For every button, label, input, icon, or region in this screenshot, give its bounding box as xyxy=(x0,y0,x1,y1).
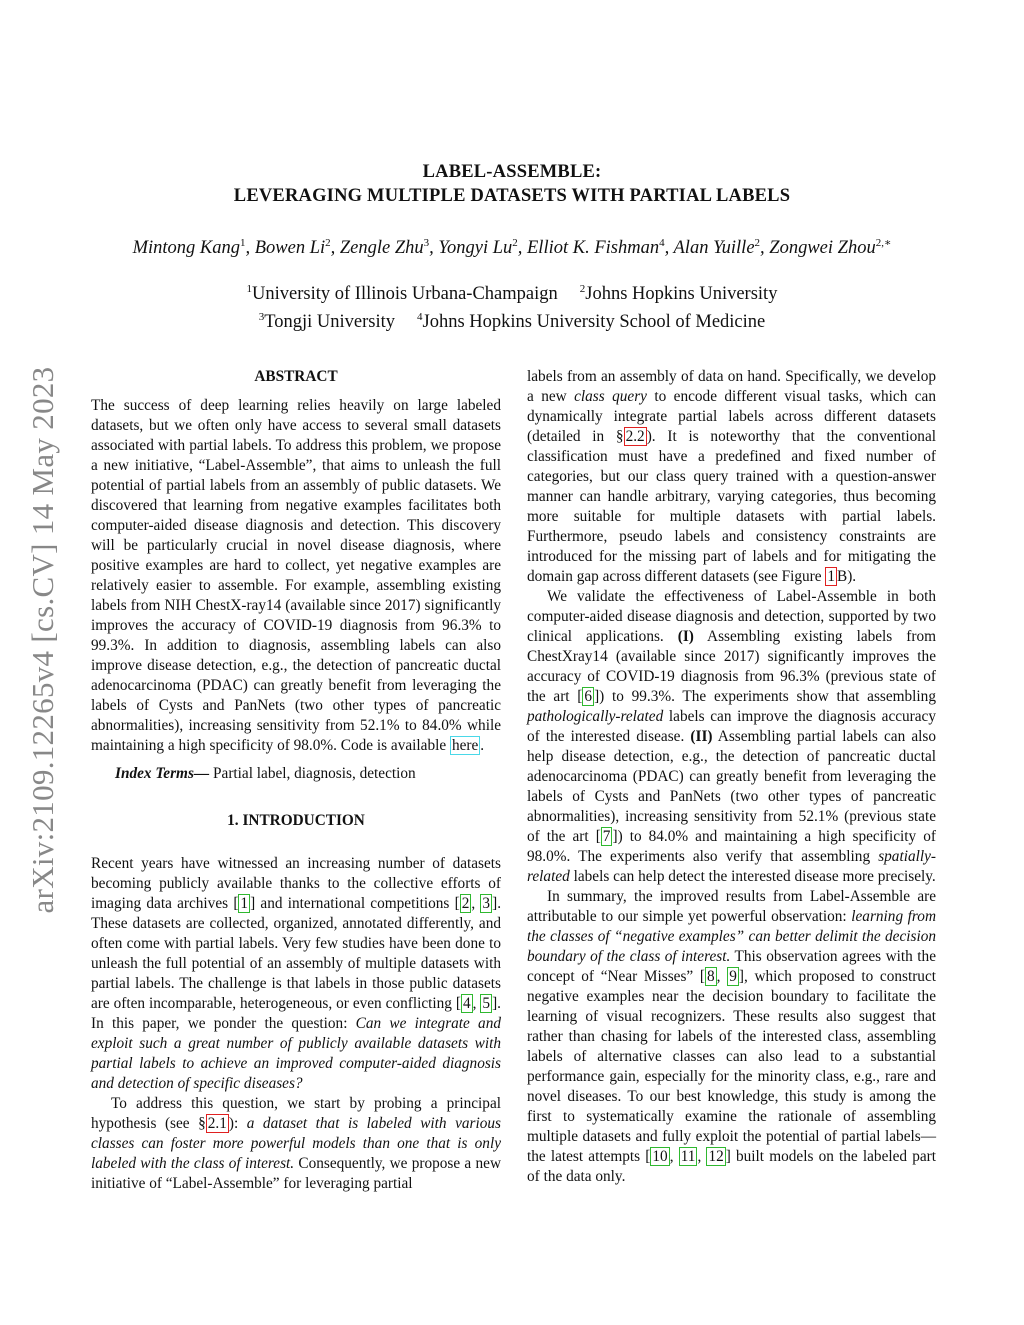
citation-link[interactable]: 11 xyxy=(680,1148,696,1165)
author-name: Alan Yuille xyxy=(673,238,755,259)
section-ref-link[interactable]: 2.2 xyxy=(625,428,645,445)
affiliations xyxy=(100,278,924,334)
hypothesis: a dataset that is labeled with various classes can foster more powerful models than one that is only labeled with the class of interest. xyxy=(91,1115,501,1172)
author-name: Zongwei Zhou xyxy=(769,238,876,259)
affiliation: University of Illinois Urbana-Champaign xyxy=(252,284,558,305)
index-terms-text: Partial label, diagnosis, detection xyxy=(209,765,416,782)
author-list: Mintong Kang$^1$, Bowen Li$^2$, Zengle Zhu$^3$, Yongyi Lu$^2$, Elliot K. Fishman$^4$, Alan Yuille$^2$, Zongwei Zhou$^{2,∗}$ xyxy=(132,237,892,259)
term-pathologically-related: pathologically-related xyxy=(527,708,664,725)
marker-II: (II) xyxy=(690,728,713,745)
affil-sup: 4 xyxy=(417,311,423,324)
intro-paragraph-5: In summary, the improved results from Label-Assemble are attributable to our simple yet powerful observation: learning from the classes of “negative examples” can better delimit the decision boundary of the class of interest. This observation agrees with the concept of “Near Misses” [ 8 , 9 ], which proposed to construct negative examples near the decision boundary to facilitate the learning of visual recognizers. These results also suggest that rather than chasing for labels of the interested class, assembling labels of alternative classes can also lead to a substantial performance gain, especially for the minority class, e.g., rare and novel diseases. To our best knowledge, this study is among the first to systematically examine the rationale of assembling multiple datasets and fully exploit the potential of partial labels—the latest attempts [ 10 , 11 , 12 ] built models on the labeled part of the data only. xyxy=(527,888,937,1185)
text-run: Assembling existing labels from ChestXray14 (available since 2017) significantly improves the accuracy of COVID-19 diagnosis from 96.3% (previous state of the art xyxy=(527,628,936,705)
text-run: labels from an assembly of data on hand. Specifically, we develop a new xyxy=(527,368,936,405)
affiliation: Tongji University xyxy=(264,312,395,333)
text-run: ) to 99.3%. The experiments show that assembling xyxy=(599,688,936,705)
text-run: Assembling partial labels can also help disease detection, e.g., the detection of pancreatic ductal adenocarcinoma (PDAC) can greatly benefit from leveraging the labels of Cysts and PanNets (two other types of pancreatic abnormalities), increasing sensitivity from 52.1% (previous state of the art xyxy=(527,728,937,845)
code-link[interactable]: here xyxy=(451,737,479,754)
author-affil-sup: 2,∗ xyxy=(875,237,892,249)
term-class-query: class query xyxy=(574,388,647,405)
text-run: Consequently, we propose a new initiative of “Label-Assemble” for leveraging partial xyxy=(91,1155,501,1192)
citation-link[interactable]: 7 xyxy=(602,828,611,845)
text-run: and international competitions xyxy=(255,895,455,912)
citation-link[interactable]: 12 xyxy=(708,1148,724,1165)
author-name: Bowen Li xyxy=(254,238,326,259)
citation-link[interactable]: 3 xyxy=(482,895,491,912)
arxiv-stamp xyxy=(18,345,68,935)
text-run: B). xyxy=(837,568,857,585)
text-run: labels can help detect the interested disease more precisely. xyxy=(569,868,936,885)
author-affil-sup: 2 xyxy=(754,237,761,249)
citation-link[interactable]: 2 xyxy=(461,895,470,912)
abstract-body: The success of deep learning relies heavily on large labeled datasets, but we often only have access to several small datasets associated with partial labels. To address this problem, we propose a new initiative, “Label-Assemble”, that aims to unleash the full potential of partial labels from an assembly of public datasets. We discovered that learning from negative examples facilitates both computer-aided disease diagnosis and detection. This discovery will be particularly crucial in novel disease diagnosis, where positive examples are hard to collect, yet negative examples are relatively easier to assemble. For example, assembling existing labels from NIH ChestX-ray14 (available since 2017) significantly improves the accuracy of COVID-19 diagnosis from 96.3% to 99.3%. In addition to diagnosis, assembling labels can also improve disease detection, e.g., the detection of pancreatic ductal adenocarcinoma (PDAC) can greatly benefit from leveraging the labels of Cysts and PanNets (two other types of pancreatic abnormalities), increasing sensitivity from 52.1% to 84.0% while maintaining a high specificity of 98.0%. Code is available xyxy=(91,397,501,754)
index-terms xyxy=(91,764,501,784)
arxiv-identifier: arXiv:2109.12265v4 [cs.CV] 14 May 2023 xyxy=(25,366,60,914)
author-name: Elliot K. Fishman xyxy=(527,238,660,259)
research-question: Can we integrate and exploit such a great number of publicly available datasets with partial labels to achieve an improved computer-aided diagnosis and detection of specific diseases? xyxy=(91,1015,501,1092)
intro-paragraph-2 xyxy=(91,1094,501,1194)
intro-heading: 1. INTRODUCTION xyxy=(227,812,365,829)
text-run: ) to 84.0% and maintaining a high specificity of 98.0%. The experiments also verify that assembling xyxy=(527,828,936,865)
text-run: . These datasets are collected, organized, annotated differently, and often come with partial labels. Very few studies have been done to unleash the full potential of an assembly of multiple datasets with partial labels. The challenge is that labels in those public datasets are often incomparable, heterogeneous, or even conflicting xyxy=(91,895,502,1012)
left-column xyxy=(91,367,501,1194)
abstract-end: . xyxy=(480,737,485,754)
text-run: ): xyxy=(228,1115,247,1132)
text-run: to encode different visual tasks, which can dynamically integrate partial labels across different datasets (detailed in § xyxy=(527,388,936,445)
author-name: Mintong Kang xyxy=(132,238,240,259)
citation-link[interactable]: 1 xyxy=(240,895,249,912)
intro-paragraph-4: We validate the effectiveness of Label-Assemble in both computer-aided disease diagnosis and detection, supported by two clinical applications. (I) Assembling existing labels from ChestXray14 (available since 2017) significantly improves the accuracy of COVID-19 diagnosis from 96.3% (previous state of the art [ 6 ]) to 99.3%. The experiments show that assembling pathologically-related labels can improve the diagnosis accuracy of the interested disease. (II) Assembling partial labels can also help disease detection, e.g., the detection of pancreatic ductal adenocarcinoma (PDAC) can greatly benefit from leveraging the labels of Cysts and PanNets (two other types of pancreatic abnormalities), increasing sensitivity from 52.1% (previous state of the art [ 7 ]) to 84.0% and maintaining a high specificity of 98.0%. The experiments also verify that assembling spatially-related labels can help detect the interested disease more precisely. xyxy=(527,588,937,885)
marker-I: (I) xyxy=(677,628,694,645)
author-name: Zengle Zhu xyxy=(339,238,424,259)
right-column xyxy=(527,367,936,1187)
citation-link[interactable]: 6 xyxy=(584,688,593,705)
intro-paragraph-3 xyxy=(527,367,936,587)
affil-sup: 3 xyxy=(258,311,265,324)
author-affil-sup: 4 xyxy=(659,237,665,249)
index-terms-label: Index Terms— xyxy=(115,765,210,782)
text-run: Recent years have witnessed an increasing number of datasets becoming publicly available thanks to the collective efforts of imaging data archives xyxy=(91,855,501,912)
intro-paragraph-1: Recent years have witnessed an increasing number of datasets becoming publicly available thanks to the collective efforts of imaging data archives [ 1 ] and international competitions [ 2 , 3 ]. These datasets are collected, organized, annotated differently, and often come with partial labels. Very few studies have been done to unleash the full potential of an assembly of multiple datasets with partial labels. The challenge is that labels in those public datasets are often incomparable, heterogeneous, or even conflicting [ 4 , 5 ]. In this paper, we ponder the question: Can we integrate and exploit such a great number of publicly available datasets with partial labels to achieve an improved computer-aided diagnosis and detection of specific diseases? xyxy=(91,855,502,1092)
affil-sup: 2 xyxy=(579,283,586,295)
author-affil-sup: 2 xyxy=(325,237,331,249)
text-run: This observation agrees with the concept of “Near Misses” xyxy=(527,948,936,985)
author-name: Yongyi Lu xyxy=(438,238,513,259)
author-affil-sup: 1 xyxy=(239,237,246,249)
author-affil-sup: 3 xyxy=(423,237,430,249)
abstract-text xyxy=(91,396,501,756)
citation-link[interactable]: 8 xyxy=(707,968,715,985)
affiliation-line xyxy=(100,278,924,306)
figure-ref-link[interactable]: 1 xyxy=(827,568,835,585)
text-run: ). It is noteworthy that the conventional classification must have a predefined and fixed number of categories, but our class query trained with a question-answer manner can handle arbitrary, varying categories, thus becoming more suitable for multiple datasets with partial labels. Furthermore, pseudo labels and consistency constraints are introduced for the missing part of labels and for mitigating the domain gap across different datasets (see Figure xyxy=(527,428,936,585)
term-spatially-related: spatially-related xyxy=(527,848,936,885)
affiliation: Johns Hopkins University School of Medicine xyxy=(422,312,766,333)
affiliation: Johns Hopkins University xyxy=(585,284,778,305)
citation-link[interactable]: 4 xyxy=(462,995,471,1012)
text-run: labels can improve the diagnosis accuracy of the interested disease. xyxy=(527,708,936,745)
affil-sup: 1 xyxy=(246,283,253,295)
citation-link[interactable]: 10 xyxy=(652,1148,668,1165)
abstract-heading: ABSTRACT xyxy=(254,368,338,385)
key-observation: learning from the classes of “negative examples” can better delimit the decision boundary of the class of interest. xyxy=(527,908,937,965)
section-ref-link[interactable]: 2.1 xyxy=(207,1115,227,1132)
citation-link[interactable]: 5 xyxy=(482,995,491,1012)
citation-link[interactable]: 9 xyxy=(729,968,737,985)
text-run: built models on the labeled part of the data only. xyxy=(527,1148,936,1185)
affiliation-line xyxy=(100,306,924,334)
paper-title xyxy=(100,160,924,208)
title-line-1: LABEL-ASSEMBLE: xyxy=(422,162,602,182)
text-run: . In this paper, we ponder the question: xyxy=(91,995,501,1032)
text-run: We validate the effectiveness of Label-Assemble in both computer-aided disease diagnosis and detection, supported by two clinical applications. xyxy=(527,588,936,645)
text-run: To address this question, we start by probing a principal hypothesis (see § xyxy=(91,1095,501,1132)
title-line-2: LEVERAGING MULTIPLE DATASETS WITH PARTIAL LABELS xyxy=(233,186,791,206)
author-affil-sup: 2 xyxy=(512,237,518,249)
text-run: In summary, the improved results from Label-Assemble are attributable to our simple yet powerful observation: xyxy=(527,888,936,925)
text-run: , which proposed to construct negative examples near the decision boundary to facilitate the learning of visual recognizers. These results also suggest that rather than chasing for labels of the interested class, assembling labels of alternative classes can also lead to a substantial performance gain, especially for the minority class, e.g., rare and novel diseases. To our best knowledge, this study is among the first to systematically examine the rationale of assembling multiple datasets and fully exploit the potential of partial labels—the latest attempts xyxy=(527,968,936,1165)
